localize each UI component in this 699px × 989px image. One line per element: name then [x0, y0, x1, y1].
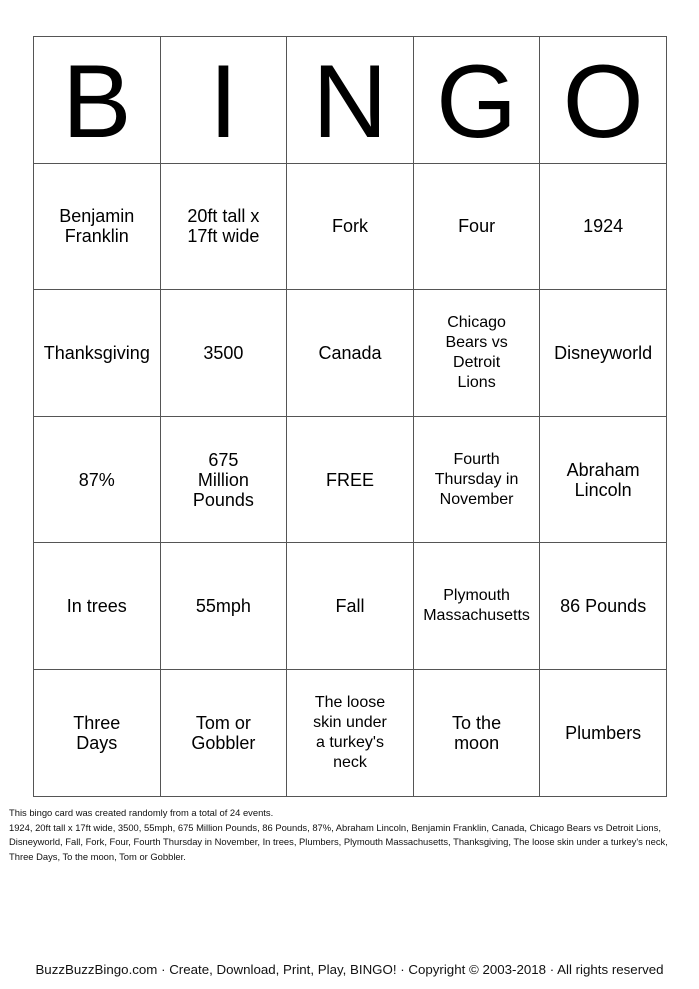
bingo-card	[33, 36, 667, 797]
grid-row	[34, 669, 667, 796]
header-letter-n: N	[287, 37, 414, 164]
grid-cell: Three Days	[34, 669, 161, 796]
grid-row	[34, 163, 667, 290]
card-note	[9, 806, 694, 864]
grid-cell: The loose skin under a turkey's neck	[287, 669, 414, 796]
grid-cell: Canada	[287, 290, 414, 417]
footer: BuzzBuzzBingo.com · Create, Download, Print, Play, BINGO! · Copyright © 2003-2018 · All rights reserved	[35, 962, 664, 977]
grid-cell: 1924	[540, 163, 667, 290]
grid-cell: Disneyworld	[540, 290, 667, 417]
grid-cell: 87%	[34, 416, 161, 543]
header-row	[34, 37, 667, 164]
grid-cell: 675 Million Pounds	[160, 416, 287, 543]
grid-cell: 55mph	[160, 543, 287, 670]
grid-cell: Thanksgiving	[34, 290, 161, 417]
grid-cell: Tom or Gobbler	[160, 669, 287, 796]
header-letter-o: O	[540, 37, 667, 164]
grid-cell: Four	[413, 163, 540, 290]
grid-cell: To the moon	[413, 669, 540, 796]
free-space: FREE	[287, 416, 414, 543]
grid-row	[34, 543, 667, 670]
grid-cell: Plumbers	[540, 669, 667, 796]
grid-cell: Fourth Thursday in November	[413, 416, 540, 543]
grid-cell: Plymouth Massachusetts	[413, 543, 540, 670]
note-intro: This bingo card was created randomly from a total of 24 events.	[9, 807, 274, 818]
grid-cell: 3500	[160, 290, 287, 417]
grid-cell: 20ft tall x 17ft wide	[160, 163, 287, 290]
grid-cell: Fork	[287, 163, 414, 290]
grid-cell: Benjamin Franklin	[34, 163, 161, 290]
grid-cell: Fall	[287, 543, 414, 670]
header-letter-i: I	[160, 37, 287, 164]
grid-cell: 86 Pounds	[540, 543, 667, 670]
grid-row	[34, 290, 667, 417]
grid-cell: Chicago Bears vs Detroit Lions	[413, 290, 540, 417]
header-letter-g: G	[413, 37, 540, 164]
event-list: 1924, 20ft tall x 17ft wide, 3500, 55mph, 675 Million Pounds, 86 Pounds, 87%, Abraham Lincoln, Benjamin Franklin, Canada, Chicago Bears vs Detroit Lions, Disneyworld, Fall, Fork, Four, Fourth Thursday in November, In trees, Plumbers, Plymouth Massachusetts, Thanksgiving, The loose skin under a turkey's neck, Three Days, To the moon, Tom or Gobbler.	[9, 821, 668, 862]
header-letter-b: B	[34, 37, 161, 164]
grid-row	[34, 416, 667, 543]
grid-cell: In trees	[34, 543, 161, 670]
grid-cell: Abraham Lincoln	[540, 416, 667, 543]
